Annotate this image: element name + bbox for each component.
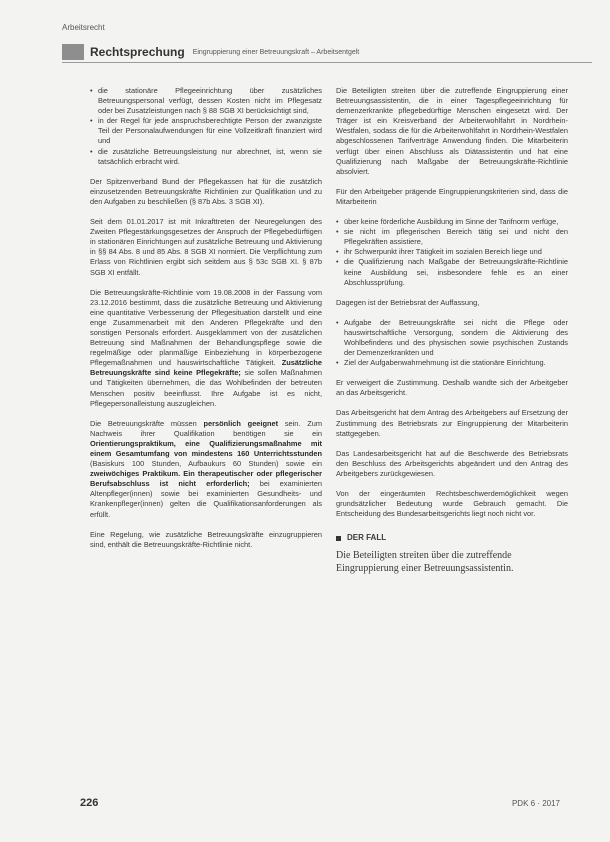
- text-span: bei examinierten Altenpfleger(innen) sowie bei examinierten Gesundheits- und Krankenpfleger(innen) gelten die Qualifikationsanforderungen als erfüllt.: [90, 479, 322, 519]
- header-subtitle: Eingruppierung einer Betreuungskraft – Arbeitsentgelt: [192, 48, 360, 56]
- list-item: • Ziel der Aufgabenwahrnehmung ist die stationäre Einrichtung.: [344, 358, 568, 368]
- text-span: sein. Zum Nachweis ihrer Qualifikation benötigen sie ein: [90, 418, 322, 438]
- right-bullet-list-2: [336, 318, 568, 368]
- case-summary: Die Beteiligten streiten über die zutreffende Eingruppierung einer Betreuungsassistentin.: [336, 550, 514, 575]
- paragraph: [90, 288, 322, 409]
- journal-issue: PDK 6 · 2017: [511, 799, 560, 808]
- bold-text: persönlich geeignet: [203, 418, 279, 428]
- paragraph: Eine Regelung, wie zusätzliche Betreuungskräfte einzugruppieren sind, enthält die Betreuungskräfte-Richtlinie nicht.: [90, 529, 322, 549]
- list-item: • die Qualifizierung nach Maßgabe der Betreuungskräfte-Richtlinie keine Ausbildung sei, insbesondere fehle es an einer Abschlussprüfung.: [344, 257, 568, 287]
- paragraph: Dagegen ist der Betriebsrat der Auffassung,: [336, 297, 480, 307]
- header-title: Rechtsprechung: [90, 45, 185, 59]
- left-column: [90, 86, 322, 560]
- square-bullet-icon: [336, 536, 341, 541]
- text-span: (Basiskurs 100 Stunden, Aufbaukurs 60 Stunden) sowie ein: [90, 459, 322, 469]
- paragraph: Er verweigert die Zustimmung. Deshalb wandte sich der Arbeitgeber an das Arbeitsgericht.: [336, 378, 568, 398]
- bold-text: zweiwöchiges Praktikum. Ein therapeutischer oder pflegerischer Berufsabschluss ist nicht erforderlich;: [90, 469, 322, 489]
- paragraph: Das Landesarbeitsgericht hat auf die Beschwerde des Betriebsrats den Beschluss des Arbeitsgerichts abgeändert und den Antrag des Arbeitgebers zurückgewiesen.: [336, 448, 568, 478]
- header-bar: [62, 44, 582, 60]
- text-span: sie sollen Maßnahmen und Tätigkeiten übernehmen, die das Wohlbefinden der betreuten Menschen positiv beeinflusst. Ihre Aufgabe ist es nicht, Pflegepersonalleistung auszugleichen.: [90, 368, 323, 408]
- paragraph: Für den Arbeitgeber prägende Eingruppierungskriterien sind, dass die Mitarbeiterin: [336, 186, 568, 206]
- paragraph: Der Spitzenverband Bund der Pflegekassen hat für die zusätzlich einzusetzenden Betreuungskräfte Richtlinien zur Qualifikation und zu den Aufgaben zu beschließen (§ 87b Abs. 3 SGB XI).: [90, 176, 322, 206]
- list-item: • sie nicht im pflegerischen Bereich tätig sei und nicht den Pflegekräften assistiere,: [344, 227, 568, 247]
- list-item: • über keine förderliche Ausbildung im Sinne der Tarifnorm verfüge,: [344, 217, 568, 227]
- section-label: Arbeitsrecht: [62, 23, 105, 32]
- page-number: 226: [80, 797, 99, 809]
- text-span: Die Betreuungskräfte müssen: [90, 418, 197, 428]
- paragraph: Die Beteiligten streiten über die zutreffende Eingruppierung einer Betreuungsassistentin, die in einer Tagespflegeeinrichtung für demenzerkrankte pflegebedürftige Menschen eingesetzt wird. Der Träger ist ein Kreisverband der Arbeiterwohlfahrt in Nordrhein-Westfalen, sodass die für die Arbeiterwohlfahrt in Nordrhein-Westfalen abgeschlossenen Tarifverträge Anwendung finden. Die Mitarbeiterin verfügt über einen Abschluss als Diätassistentin und hat eine Qualifizierung nach Maßgabe der Betreuungskräfte-Richtlinie absolviert.: [336, 86, 568, 176]
- text-span: Die Betreuungskräfte-Richtlinie vom 19.08.2008 in der Fassung vom 23.12.2016 bestimmt, dass die zusätzliche Betreuung und Aktivierung eine quantitative Verbesserung der Pflegesituation darstellt und eine enge Zusammenarbeit mit den Anderen Pflegekräfte und den sonstigen Personals erfordert. Ausgeklammert von der zusätzlichen Betreuung sind Maßnahmen der Behandlungspflege sowie die regelmäßige oder planmäßige Einbeziehung in körperbezogene Pflegemaßnahmen und hauswirtschaftliche Tätigkeit.: [90, 287, 322, 368]
- list-item: • Aufgabe der Betreuungskräfte sei nicht die Pflege oder hauswirtschaftliche Versorgung, sondern die Aktivierung des Wohlbefindens und des physischen sowie psychischen Zustands der Demenzerkrankten und: [344, 318, 568, 358]
- list-item: • die zusätzliche Betreuungsleistung nur abrechnet, ist, wenn sie tatsächlich erbracht wird.: [98, 147, 322, 167]
- list-item: • in der Regel für jede anspruchsberechtigte Person der zwanzigste Teil der Personalaufwendungen für eine Vollzeitkraft finanziert wird und: [98, 116, 322, 146]
- case-heading-label: DER FALL: [347, 533, 387, 543]
- right-column: [336, 86, 568, 575]
- list-item: • ihr Schwerpunkt ihrer Tätigkeit im sozialen Bereich liege und: [344, 247, 568, 257]
- left-bullet-list: [90, 86, 322, 167]
- paragraph: Das Arbeitsgericht hat dem Antrag des Arbeitgebers auf Ersetzung der Zustimmung des Betriebsrats zur Eingruppierung der Mitarbeiterin stattgegeben.: [336, 408, 568, 438]
- paragraph: Seit dem 01.01.2017 ist mit Inkrafttreten der Neuregelungen des Zweiten Pflegestärkungsgesetzes der Anspruch der Pflegebedürftigen in stationären Einrichtungen auf zusätzliche Betreuung und Aktivierung in §§ 84 Abs. 8 und 85 Abs. 8 SGB XI normiert. Die Verpflichtung zum Erlass von Richtlinien ergibt sich seitdem aus § 53c SGB XI. § 87b SGB XI entfällt.: [90, 217, 322, 277]
- header-marker: [62, 44, 84, 60]
- bold-text: Zusätzliche Betreuungskräfte sind keine Pflegekräfte;: [90, 358, 322, 378]
- bold-text: Orientierungspraktikum, eine Qualifizierungsmaßnahme mit einem Gesamtumfang von mindestens 160 Unterrichtsstunden: [90, 438, 322, 458]
- list-item: • die stationäre Pflegeeinrichtung über zusätzliches Betreuungspersonal verfügt, dessen Kosten nicht im Pflegesatz oder bei Zusatzleistungen nach § 88 SGB XI berücksichtigt sind,: [98, 86, 322, 116]
- right-bullet-list: [336, 217, 568, 288]
- paragraph: [90, 419, 322, 520]
- case-heading: [336, 533, 568, 543]
- paragraph: Von der eingeräumten Rechtsbeschwerdemöglichkeit wegen grundsätzlicher Bedeutung wurde Gebrauch gemacht. Die Entscheidung des Bundesarbeitsgerichts liegt noch nicht vor.: [336, 489, 568, 519]
- header-divider: [62, 62, 592, 63]
